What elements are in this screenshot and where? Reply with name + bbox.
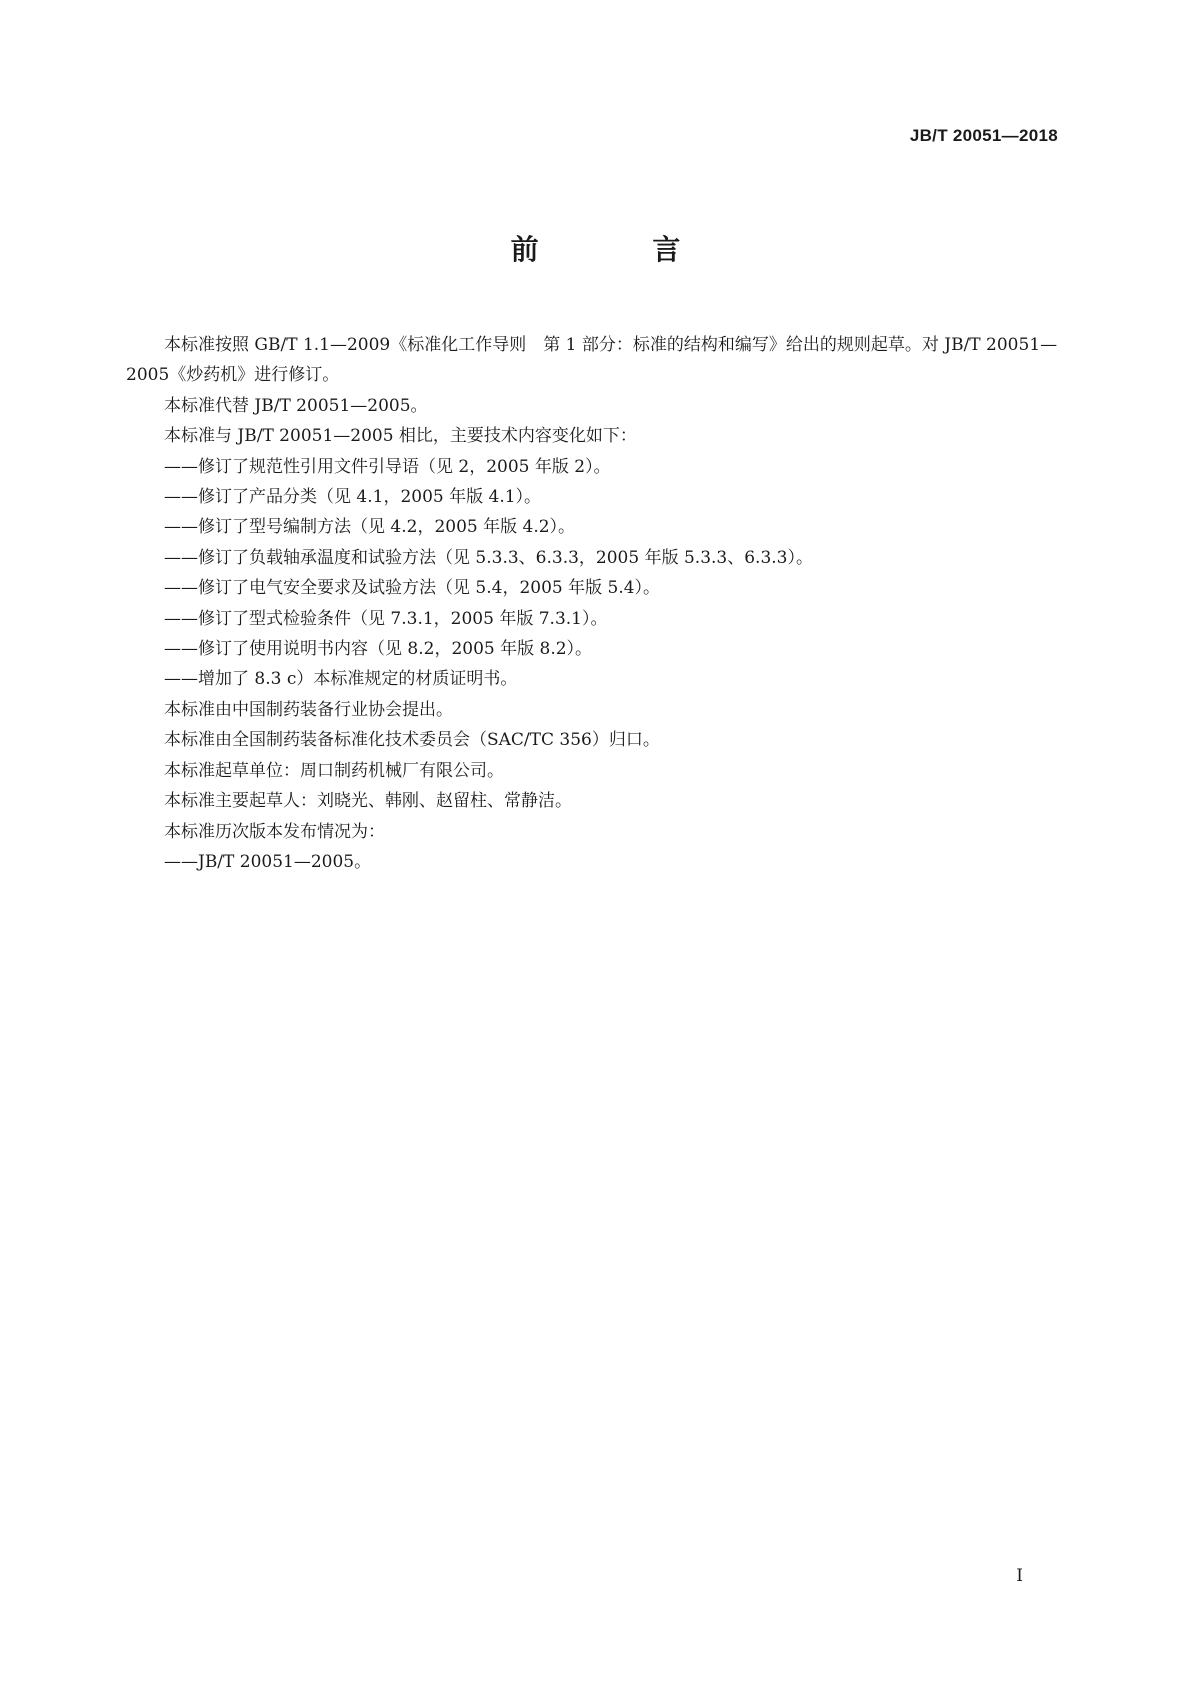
paragraph-changes-intro: 本标准与 JB/T 20051—2005 相比，主要技术内容变化如下： [164, 426, 637, 447]
paragraph-committee: 本标准由全国制药装备标准化技术委员会（SAC/TC 356）归口。 [164, 730, 660, 751]
list-item-change: ——修订了电气安全要求及试验方法（见 5.4，2005 年版 5.4）。 [164, 578, 661, 599]
paragraph-history-intro: 本标准历次版本发布情况为： [164, 821, 385, 842]
foreword-body [126, 330, 1066, 877]
list-item-change: ——修订了型号编制方法（见 4.2，2005 年版 4.2）。 [164, 517, 576, 538]
paragraph-proposer: 本标准由中国制药装备行业协会提出。 [164, 699, 453, 720]
standard-code: JB/T 20051—2018 [909, 126, 1058, 145]
list-item-change: ——修订了型式检验条件（见 7.3.1，2005 年版 7.3.1）。 [164, 608, 608, 629]
list-item-change: ——修订了产品分类（见 4.1，2005 年版 4.1）。 [164, 487, 542, 508]
list-item-change: ——修订了使用说明书内容（见 8.2，2005 年版 8.2）。 [164, 639, 593, 660]
paragraph-replaces: 本标准代替 JB/T 20051—2005。 [164, 395, 428, 416]
paragraph-drafting-rules: 本标准按照 GB/T 1.1—2009《标准化工作导则 第 1 部分：标准的结构和编写》给出的规则起草。对 JB/T 20051—2005《炒药机》进行修订。 [126, 335, 1058, 386]
page-title: 前 言 [510, 233, 733, 266]
page-number: I [1016, 1566, 1023, 1586]
list-item-history: ——JB/T 20051—2005。 [164, 851, 372, 872]
paragraph-drafting-unit: 本标准起草单位：周口制药机械厂有限公司。 [164, 760, 504, 781]
list-item-change: ——增加了 8.3 c）本标准规定的材质证明书。 [164, 669, 518, 690]
list-item-change: ——修订了规范性引用文件引导语（见 2，2005 年版 2）。 [164, 456, 611, 477]
paragraph-drafters: 本标准主要起草人：刘晓光、韩刚、赵留柱、常静洁。 [164, 791, 572, 812]
list-item-change: ——修订了负载轴承温度和试验方法（见 5.3.3、6.3.3，2005 年版 5.3.3、6.3.3）。 [164, 547, 813, 568]
